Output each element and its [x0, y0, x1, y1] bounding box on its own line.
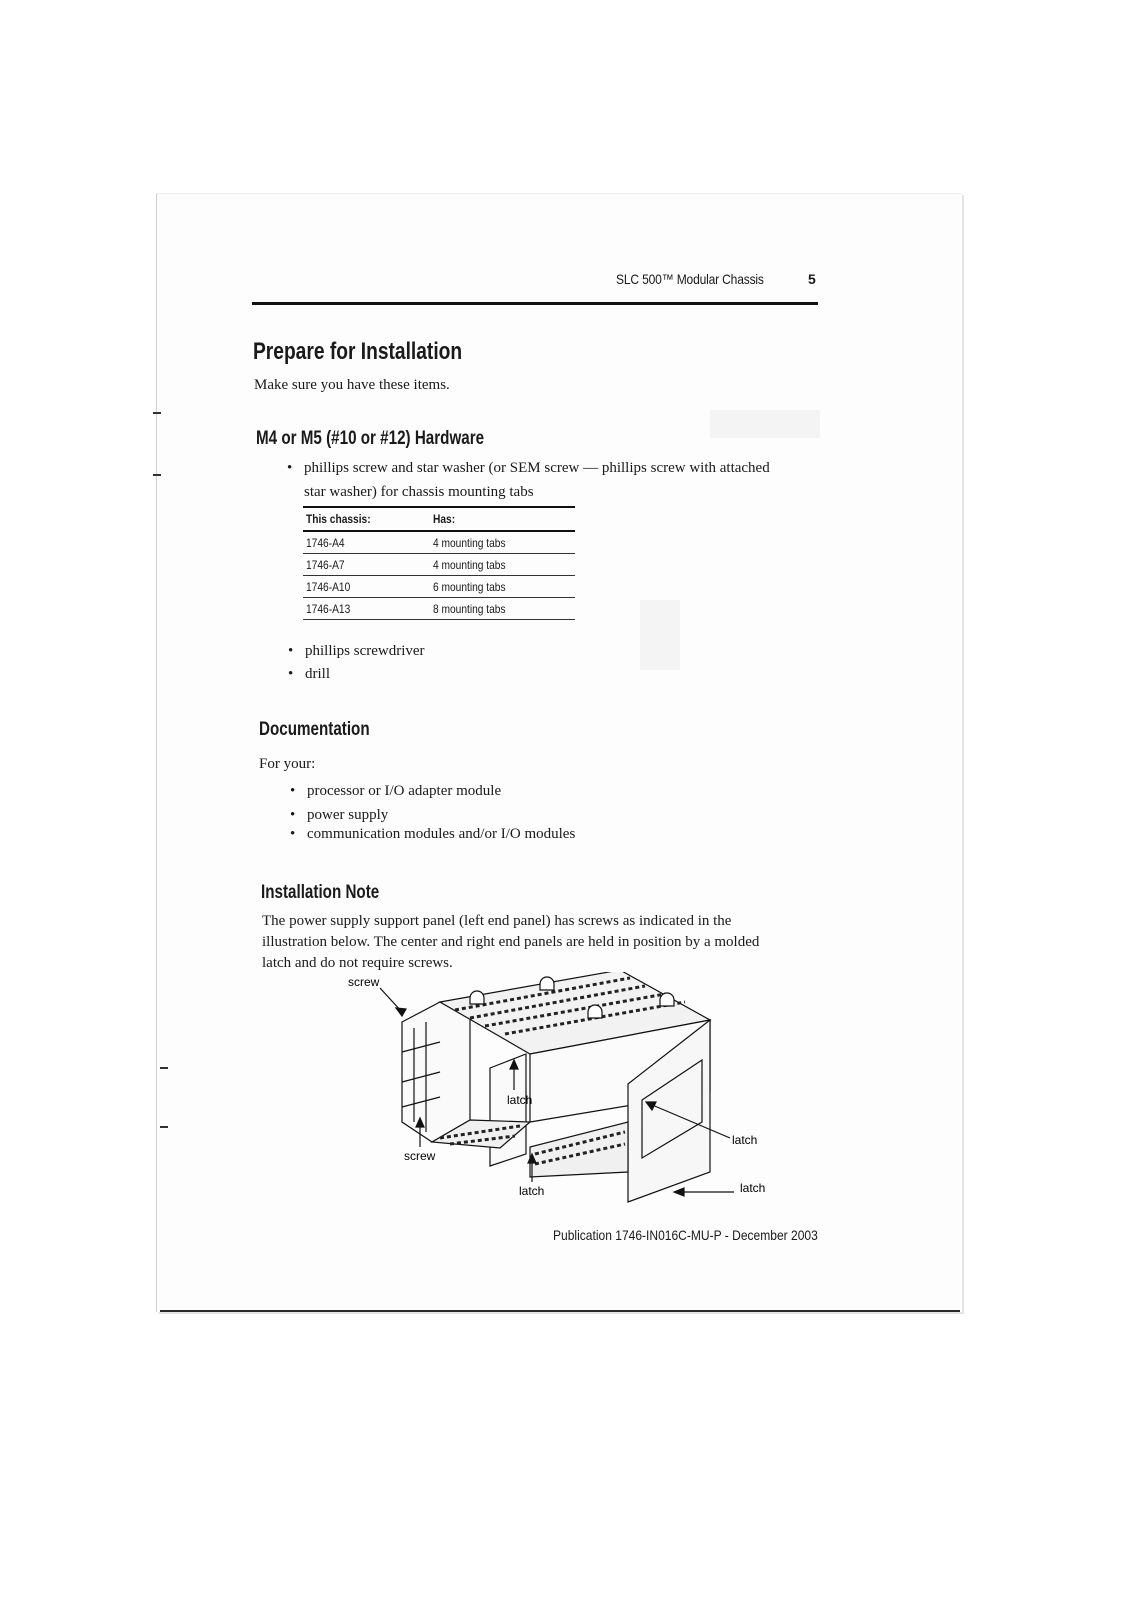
- binding-staple: [160, 1067, 168, 1069]
- hardware-bullet-screwdriver: • phillips screwdriver: [305, 641, 425, 662]
- bleed-through-shadow: [710, 410, 820, 438]
- table-header-row: [303, 507, 575, 531]
- binding-staple: [153, 412, 161, 414]
- documentation-bullet: • communication modules and/or I/O modules: [307, 824, 575, 845]
- hardware-bullet-1: [304, 458, 770, 479]
- table-cell: 4 mounting tabs: [430, 531, 575, 554]
- documentation-intro: For your:: [259, 756, 316, 772]
- installation-note-line-1: The power supply support panel (left end panel) has screws as indicated in the: [262, 913, 732, 929]
- hardware-heading: M4 or M5 (#10 or #12) Hardware: [256, 428, 485, 449]
- latch-label-center-bottom: latch: [519, 1184, 545, 1198]
- table-cell: 4 mounting tabs: [430, 554, 575, 576]
- documentation-bullet: • processor or I/O adapter module: [307, 781, 501, 802]
- installation-note-heading: Installation Note: [261, 882, 380, 903]
- latch-label-center: latch: [507, 1093, 533, 1107]
- table-cell: 1746-A10: [303, 576, 430, 598]
- documentation-heading: Documentation: [259, 719, 370, 740]
- header-rule: [252, 302, 818, 305]
- table-row: [303, 598, 575, 620]
- installation-note-line-3: latch and do not require screws.: [262, 955, 453, 971]
- screw-label-top: screw: [348, 975, 380, 989]
- intro-text: Make sure you have these items.: [254, 377, 450, 393]
- bleed-through-shadow: [640, 600, 680, 670]
- hardware-bullet-1-line-1: phillips screw and star washer (or SEM screw — phillips screw with attached: [304, 460, 770, 476]
- table-cell: 1746-A7: [303, 554, 430, 576]
- publication-footer: Publication 1746-IN016C-MU-P - December 2003: [553, 1227, 818, 1243]
- table-cell: 8 mounting tabs: [430, 598, 575, 620]
- binding-staple: [160, 1126, 168, 1128]
- table-row: [303, 554, 575, 576]
- table-header-cell: This chassis:: [303, 507, 430, 531]
- table-header-cell: Has:: [430, 507, 575, 531]
- running-header: SLC 500™ Modular Chassis: [616, 271, 764, 287]
- chassis-mounting-table: [303, 506, 575, 620]
- table-cell: 1746-A4: [303, 531, 430, 554]
- table-row: [303, 576, 575, 598]
- screw-label-bottom: screw: [404, 1149, 436, 1163]
- table-row: [303, 531, 575, 554]
- page-bottom-edge: [160, 1310, 960, 1312]
- binding-staple: [153, 474, 161, 476]
- table-cell: 1746-A13: [303, 598, 430, 620]
- latch-label-right: latch: [732, 1133, 758, 1147]
- latch-label-right-bottom: latch: [740, 1181, 766, 1195]
- hardware-bullet-drill: • drill: [305, 664, 330, 685]
- hardware-bullet-1-line-2: star washer) for chassis mounting tabs: [304, 484, 534, 500]
- page-number: 5: [808, 271, 816, 287]
- center-panel: [490, 1054, 526, 1166]
- page-title: Prepare for Installation: [253, 338, 463, 365]
- left-end-panel: [402, 1002, 470, 1142]
- installation-note-line-2: illustration below. The center and right end panels are held in position by a molded: [262, 934, 760, 950]
- table-cell: 6 mounting tabs: [430, 576, 575, 598]
- chassis-illustration: [330, 972, 810, 1212]
- chassis-bottom-rail-right: [530, 1122, 628, 1177]
- documentation-bullet: • power supply: [307, 805, 388, 826]
